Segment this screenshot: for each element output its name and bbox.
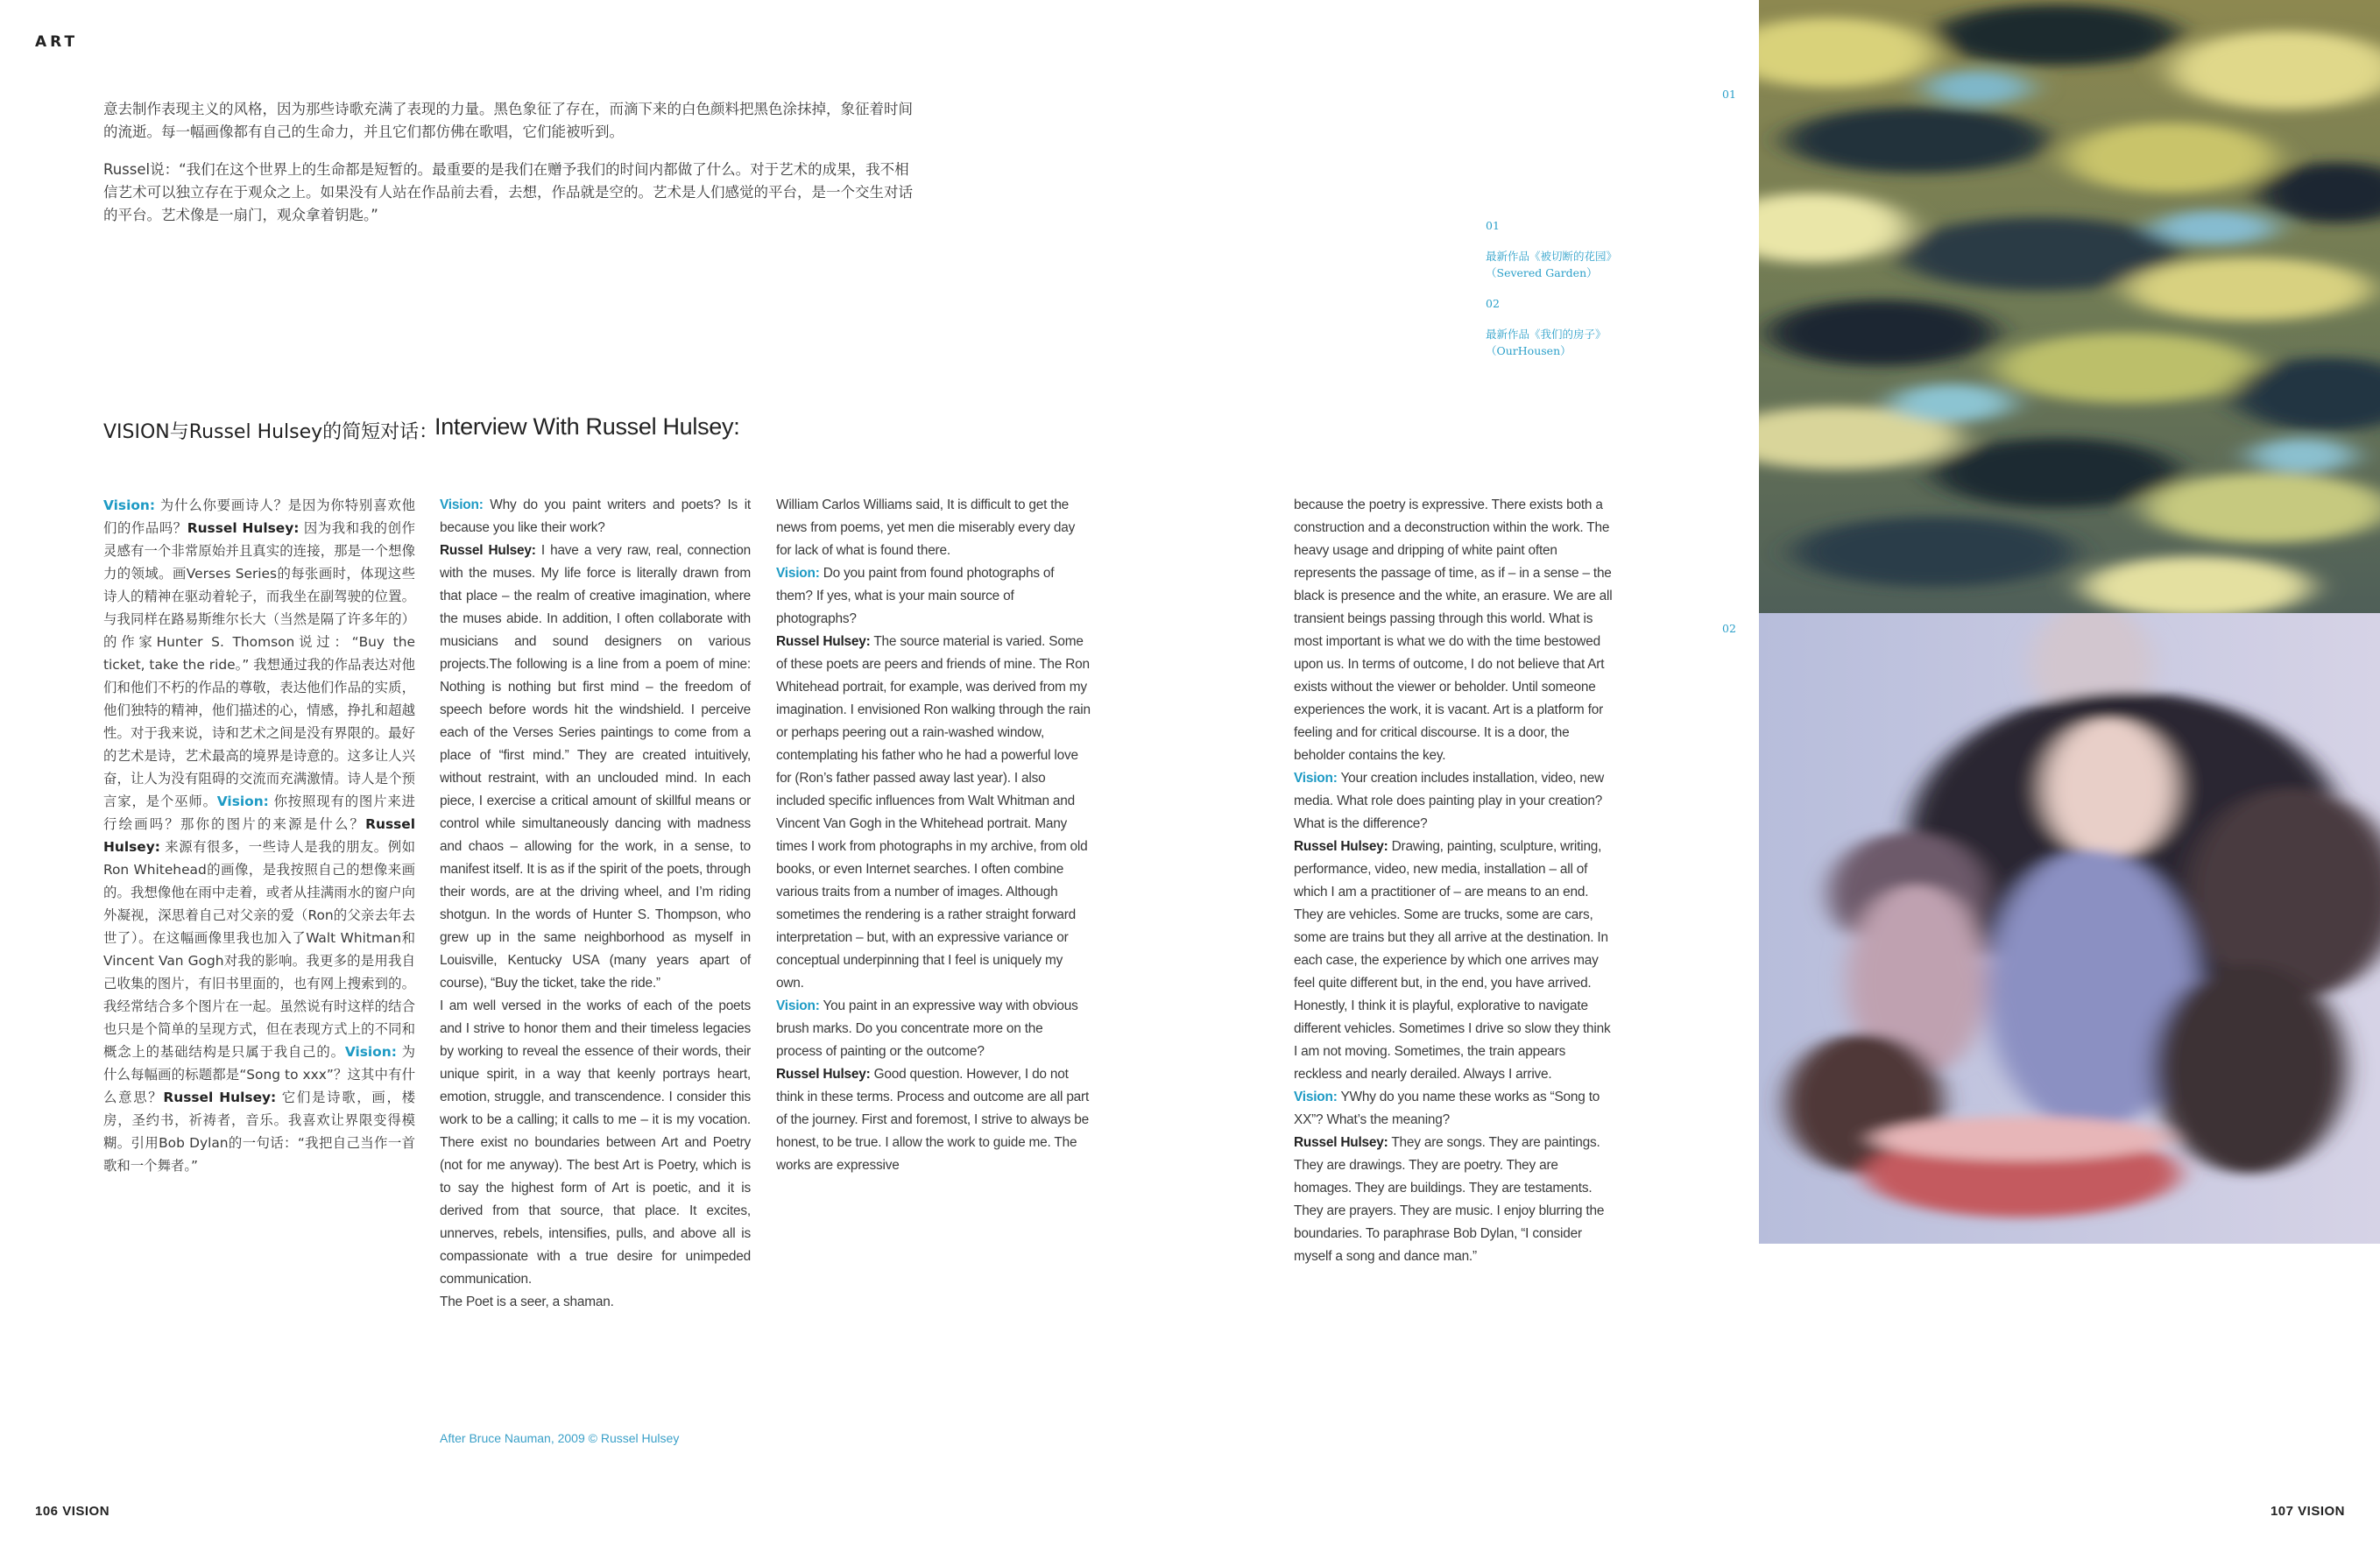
caption-number: 01: [1486, 219, 1500, 232]
section-tag: ART: [35, 33, 79, 51]
question-text: 你按照现有的图片来进行绘画吗？那你的图片的来源是什么？: [103, 794, 415, 832]
cn-qa-block: [103, 494, 415, 1177]
vision-label: Vision:: [103, 497, 156, 513]
vision-label: Vision:: [344, 1044, 397, 1060]
question-text: 为什么你要画诗人？是因为你特别喜欢他们的作品吗？: [103, 497, 415, 536]
caption-title-en: （Severed Garden）: [1486, 266, 1598, 279]
blurred-portrait-image: [1759, 613, 2380, 1244]
question-text: You paint in an expressive way with obvious brush marks. Do you concentrate more on the process of painting or the outcome?: [776, 998, 1078, 1059]
en-qa-block: [1294, 767, 1614, 1268]
interview-heading-cn: VISION与Russel Hulsey的简短对话：: [103, 421, 439, 443]
answer-text: 来源有很多，一些诗人是我的朋友。例如Ron Whitehead的画像，是我按照自己的想像来画的。我想像他在雨中走着，或者从挂满雨水的窗户向外凝视，深思着自己对父亲的爱（Ron的父亲去年去世了）。在这幅画像里我也加入了Walt Whitman和Vincent Van Gogh对我的影响。我更多的是用我自己收集的图片，有旧书里面的，也有网上搜索到的。我经常结合多个图片在一起。虽然说有时这样的结合也只是个简单的呈现方式，但在表现方式上的不同和概念上的基础结构是只属于我自己的。: [103, 839, 415, 1060]
answer-text: They are songs. They are paintings. They are drawings. They are poetry. They are homages. They are buildings. They are testaments. They are prayers. They are music. I enjoy blurring the boundaries. To paraphrase Bob Dylan, “I consider myself a song and dance man.”: [1294, 1135, 1605, 1264]
question-text: Your creation includes installation, video, new media. What role does painting play in your creation? What is the difference?: [1294, 771, 1605, 831]
answer-paragraph: William Carlos Williams said, It is difficult to get the news from poems, yet men die miserably every day for lack of what is found there.: [776, 497, 1076, 558]
vision-label: Vision:: [776, 998, 820, 1013]
answer-paragraph: The Poet is a seer, a shaman.: [440, 1295, 614, 1309]
russel-label: Russel Hulsey:: [103, 816, 415, 855]
russel-label: Russel Hulsey:: [187, 520, 300, 536]
intro-text: [103, 98, 918, 242]
en-qa-block: [776, 562, 1091, 1177]
vision-label: Vision:: [1294, 1090, 1338, 1104]
caption-title: 最新作品《我们的房子》: [1486, 328, 1607, 341]
interview-column-en-3: [1294, 494, 1614, 1268]
question-text: 为什么每幅画的标题都是“Song to xxx”？这其中有什么意思？: [103, 1044, 415, 1105]
answer-paragraph: I am well versed in the works of each of the poets and I strive to honor them and their timeless legacies by working to reveal the essence of their words, their unique spirit, in a way that keenly portrays heart, emotion, struggle, and transcendence. I consider this work to be a calling; it calls to me – it is my vocation. There exist no boundaries between Art and Poetry (not for me anyway). The best Art is Poetry, which is to say the highest form of Art is poetic, and it is derived from that source, that place. It excites, unnerves, rebels, intensifies, pulls, and above all is compassionate with a true desire for unimpeded communication.: [440, 998, 751, 1287]
answer-text: 它们是诗歌，画，楼房，圣约书，祈祷者，音乐。我喜欢让界限变得模糊。引用Bob Dylan的一句话：“我把自己当作一首歌和一个舞者。”: [103, 1090, 415, 1174]
page-folio-right: 107 VISION: [2270, 1504, 2345, 1519]
russel-label: Russel Hulsey:: [776, 1067, 871, 1082]
russel-label: Russel Hulsey:: [776, 634, 871, 649]
image-credit: After Bruce Nauman, 2009 © Russel Hulsey: [440, 1431, 680, 1445]
caption-title-en: （OurHousen）: [1486, 344, 1571, 357]
answer-paragraph: because the poetry is expressive. There exists both a construction and a deconstruction within the work. The heavy usage and dripping of white paint often represents the passage of time, as if – in a sense – the black is presence and the white, an erasure. We are all transient beings passing through this world. What is most important is what we do with the time bestowed upon us. In terms of outcome, I do not believe that Art exists without the viewer or beholder. Until someone experiences the work, it is vacant. Art is a platform for feeling and for critical discourse. It is a door, the beholder contains the key.: [1294, 497, 1613, 763]
question-text: YWhy do you name these works as “Song to XX”? What’s the meaning?: [1294, 1090, 1600, 1127]
image-number-top: 01: [1722, 88, 1736, 101]
intro-paragraph-1: 意去制作表现主义的风格，因为那些诗歌充满了表现的力量。黑色象征了存在，而滴下来的白色颜料把黑色涂抹掉，象征着时间的流逝。每一幅画像都有自己的生命力，并且它们都仿佛在歌唱，它们能被听到。: [103, 101, 913, 140]
answer-text: The source material is varied. Some of these poets are peers and friends of mine. The Ron Whitehead portrait, for example, was derived from my imagination. I envisioned Ron walking through the rain or perhaps peering out a rain-washed window, contemplating his father who he had a powerful love for (Ron’s father passed away last year). I also included specific influences from Walt Whitman and Vincent Van Gogh in the Whitehead portrait. Many times I work from photographs in my archive, from old books, or even Internet searches. I often combine various traits from a number of images. Although sometimes the rendering is a rather straight forward interpretation – but, with an expressive variance or conceptual underpinning that I feel is uniquely my own.: [776, 634, 1091, 991]
answer-text: Drawing, painting, sculpture, writing, performance, video, new media, installation – all of which I am a practitioner of – are means to an end. They are vehicles. Some are trucks, some are cars, some are trains but they all arrive at the destination. In each case, the experience by which one arrives may feel quite different but, in the end, you have arrived. Honestly, I think it is playful, explorative to navigate different vehicles. Sometimes I drive so slow they think I am not moving. Sometimes, the train appears reckless and nearly derailed. Always I arrive.: [1294, 839, 1611, 1082]
interview-column-cn: [103, 494, 415, 1177]
vision-label: Vision:: [216, 794, 269, 809]
russel-label: Russel Hulsey:: [440, 543, 536, 558]
answer-text: 因为我和我的创作灵感有一个非常原始并且真实的连接，那是一个想像力的领域。画Verses Series的每张画时，体现这些诗人的精神在驱动着轮子，而我坐在副驾驶的位置。与我同样在路易斯维尔长大（当然是隔了许多年的）的作家Hunter S. Thomson说过：“Buy the ticket, take the ride。” 我想通过我的作品表达对他们和他们不朽的作品的尊敬，表达他们作品的实质，他们独特的精神，他们描述的心，情感，挣扎和超越性。对于我来说，诗和艺术之间是没有界限的。最好的艺术是诗，艺术最高的境界是诗意的。这多让人兴奋，让人为没有阻碍的交流而充满激情。诗人是个预言家，是个巫师。: [103, 520, 415, 809]
vision-label: Vision:: [1294, 771, 1338, 786]
russel-label: Russel Hulsey:: [1294, 1135, 1388, 1150]
caption-number: 02: [1486, 297, 1500, 310]
question-text: Why do you paint writers and poets? Is it because you like their work?: [440, 497, 751, 535]
russel-label: Russel Hulsey:: [163, 1090, 277, 1105]
russel-label: Russel Hulsey:: [1294, 839, 1388, 854]
page-folio-left: 106 VISION: [35, 1504, 110, 1519]
vision-label: Vision:: [440, 497, 484, 512]
abstract-painting-image: [1759, 0, 2380, 613]
caption-title: 最新作品《被切断的花园》: [1486, 250, 1618, 263]
answer-text: I have a very raw, real, connection with the muses. My life force is literally drawn from that place – the realm of creative imagination, where the muses abide. In addition, I often collaborate with musicians and sound designers on various projects.The following is a line from a poem of mine: Nothing is nothing but first mind – the freedom of speech before words hit the windshield. I perceive each of the Verses Series paintings to come from a place of “first mind.” They are created intuitively, without restraint, with an unclouded mind. In each piece, I exercise a critical amount of skillful means or control while simultaneously dancing with madness and chaos – allowing for the work, in a sense, to manifest itself. It is as if the spirit of the poets, through their words, are at the driving wheel, and I’m riding shotgun. In the words of Hunter S. Thompson, who grew up in the same neighborhood as myself in Louisville, Kentucky USA (many years apart of course), “Buy the ticket, take the ride.”: [440, 543, 751, 991]
vision-label: Vision:: [776, 566, 820, 581]
question-text: Do you paint from found photographs of them? If yes, what is your main source of photographs?: [776, 566, 1055, 626]
interview-column-en-2: [776, 494, 1091, 1177]
en-qa-block: [440, 494, 751, 995]
image-captions: [1486, 217, 1617, 359]
image-number-bottom: 02: [1722, 622, 1736, 635]
intro-paragraph-2: Russel说：“我们在这个世界上的生命都是短暂的。最重要的是我们在赠予我们的时间内都做了什么。对于艺术的成果，我不相信艺术可以独立存在于观众之上。如果没有人站在作品前去看，去想，作品就是空的。艺术是人们感觉的平台，是一个交生对话的平台。艺术像是一扇门，观众拿着钥匙。”: [103, 161, 913, 223]
interview-heading-en: Interview With Russel Hulsey:: [434, 413, 740, 440]
answer-text: Good question. However, I do not think in these terms. Process and outcome are all part of the journey. First and foremost, I strive to always be honest, to be true. I allow the work to guide me. The works are expressive: [776, 1067, 1090, 1173]
interview-column-en-1: [440, 494, 751, 1314]
